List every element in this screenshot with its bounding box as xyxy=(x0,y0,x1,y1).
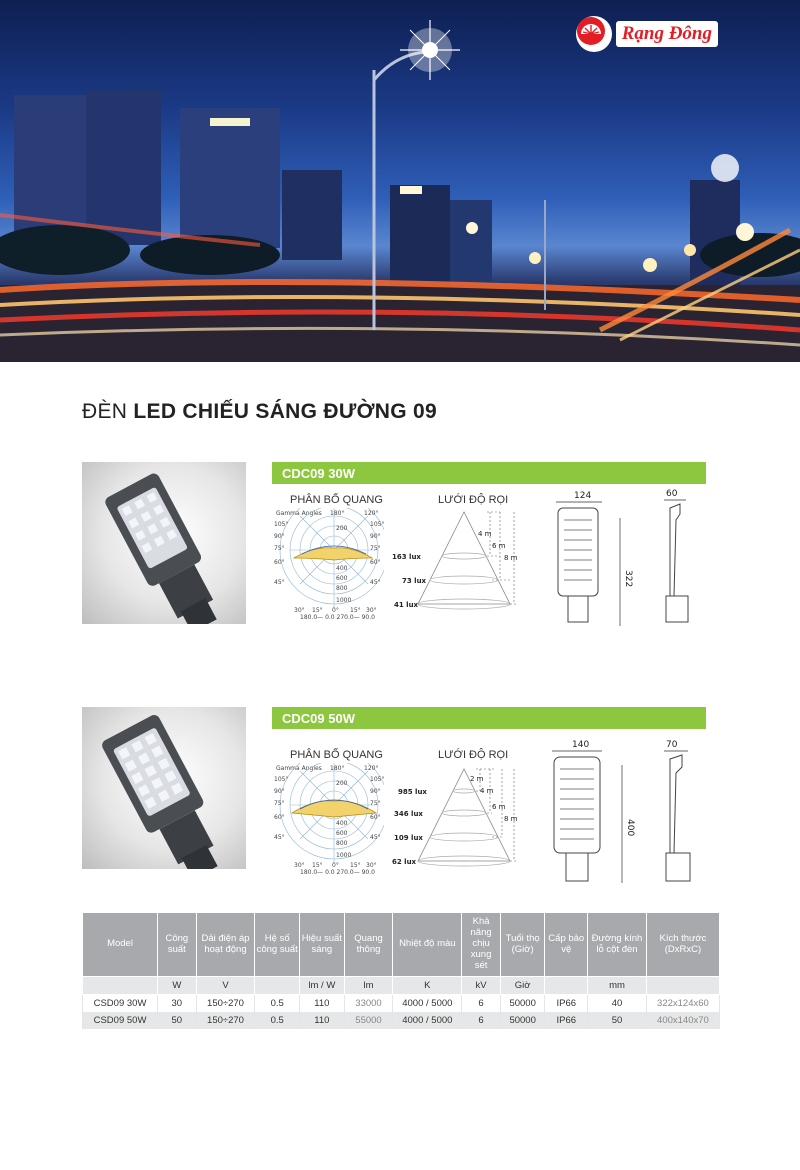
table-row: CSD09 30W 30 150÷270 0.5 110 33000 4000 / 5000 6 50000 IP66 40 322x124x60 xyxy=(83,995,720,1013)
svg-text:75°: 75° xyxy=(274,545,285,552)
svg-text:200: 200 xyxy=(336,780,348,787)
svg-text:0°: 0° xyxy=(332,607,339,614)
table-row: CSD09 50W 50 150÷270 0.5 110 55000 4000 / 5000 6 50000 IP66 50 400x140x70 xyxy=(83,1012,720,1029)
svg-text:45°: 45° xyxy=(370,834,381,841)
svg-text:4 m: 4 m xyxy=(478,530,492,538)
page-title xyxy=(82,400,437,424)
sunburst-logo-icon xyxy=(576,16,612,52)
svg-text:45°: 45° xyxy=(274,579,285,586)
polar-distribution-chart xyxy=(272,508,384,620)
svg-text:90°: 90° xyxy=(370,533,381,540)
header-cell: Hệ số công suất xyxy=(255,913,300,977)
header-cell: Công suất xyxy=(158,913,197,977)
product-section-30w xyxy=(82,462,706,627)
svg-text:15°: 15° xyxy=(350,607,361,614)
svg-text:8 m: 8 m xyxy=(504,554,518,562)
svg-text:41 lux: 41 lux xyxy=(394,601,419,609)
hero-illustration xyxy=(0,0,800,362)
svg-text:105°: 105° xyxy=(370,776,384,783)
svg-text:30°: 30° xyxy=(294,607,305,614)
front-dimension-drawing xyxy=(548,490,638,628)
side-dimension-drawing xyxy=(656,488,696,626)
svg-text:62 lux: 62 lux xyxy=(392,858,417,866)
svg-text:2 m: 2 m xyxy=(470,775,484,783)
svg-text:600: 600 xyxy=(336,575,348,582)
brand-name: Rạng Đông xyxy=(616,21,718,47)
svg-text:0°: 0° xyxy=(332,862,339,869)
polar-header: Gamma Angles xyxy=(276,765,322,772)
svg-text:60°: 60° xyxy=(274,814,285,821)
svg-text:90°: 90° xyxy=(370,788,381,795)
header-cell: Nhiệt độ màu xyxy=(393,913,462,977)
svg-text:6 m: 6 m xyxy=(492,542,506,550)
svg-text:75°: 75° xyxy=(370,545,381,552)
svg-text:75°: 75° xyxy=(370,800,381,807)
specification-table xyxy=(82,912,720,1029)
header-cell: Tuổi thọ (Giờ) xyxy=(500,913,545,977)
svg-text:800: 800 xyxy=(336,585,348,592)
svg-text:15°: 15° xyxy=(312,862,323,869)
svg-text:600: 600 xyxy=(336,830,348,837)
svg-text:322: 322 xyxy=(623,570,633,588)
svg-text:90°: 90° xyxy=(274,788,285,795)
front-dimension-drawing xyxy=(544,739,640,887)
polar-top-angle: 180° xyxy=(330,510,345,517)
svg-text:70: 70 xyxy=(666,740,678,750)
product-photo xyxy=(82,707,246,869)
header-cell: Cấp bảo vệ xyxy=(545,913,588,977)
header-cell: Kích thước (DxRxC) xyxy=(646,913,719,977)
hero-city-night-image xyxy=(0,0,800,362)
svg-text:45°: 45° xyxy=(370,579,381,586)
svg-text:180.0— 0.0 270.0— 90.0: 180.0— 0.0 270.0— 90.0 xyxy=(300,614,375,620)
svg-text:985 lux: 985 lux xyxy=(398,788,427,796)
svg-text:1000: 1000 xyxy=(336,597,352,604)
svg-text:400: 400 xyxy=(336,565,348,572)
header-cell: Dải điện áp hoạt động xyxy=(196,913,255,977)
svg-text:163 lux: 163 lux xyxy=(392,553,421,561)
svg-text:105°: 105° xyxy=(274,776,289,783)
distribution-title: PHÂN BỐ QUANG xyxy=(290,494,383,506)
svg-text:200: 200 xyxy=(336,525,348,532)
svg-text:45°: 45° xyxy=(274,834,285,841)
svg-text:15°: 15° xyxy=(312,607,323,614)
svg-text:120°: 120° xyxy=(364,765,379,772)
header-cell: Khả năng chịu xung sét xyxy=(462,913,501,977)
illuminance-grid-title: LƯỚI ĐỘ RỌI xyxy=(438,749,509,761)
svg-text:4 m: 4 m xyxy=(480,787,494,795)
svg-text:60°: 60° xyxy=(370,814,381,821)
svg-text:800: 800 xyxy=(336,840,348,847)
polar-header: Gamma Angles xyxy=(276,510,322,517)
svg-text:60°: 60° xyxy=(370,559,381,566)
street-light-icon xyxy=(82,707,246,869)
svg-text:8 m: 8 m xyxy=(504,815,518,823)
svg-text:105°: 105° xyxy=(370,521,384,528)
header-cell: Model xyxy=(83,913,158,977)
svg-text:15°: 15° xyxy=(350,862,361,869)
header-cell: Quang thông xyxy=(344,913,393,977)
table-unit-row: W V lm / W lm K kV Giờ mm xyxy=(83,977,720,995)
polar-top-angle: 180° xyxy=(330,765,345,772)
title-prefix: ĐÈN xyxy=(82,400,128,423)
street-light-icon xyxy=(82,462,246,624)
product-model-band: CDC09 30W xyxy=(272,462,706,484)
side-dimension-drawing xyxy=(656,739,696,887)
svg-text:105°: 105° xyxy=(274,521,289,528)
svg-text:30°: 30° xyxy=(366,607,377,614)
table-header-row xyxy=(83,913,720,977)
header-cell: Hiệu suất sáng xyxy=(300,913,345,977)
svg-text:30°: 30° xyxy=(366,862,377,869)
product-photo xyxy=(82,462,246,624)
svg-text:90°: 90° xyxy=(274,533,285,540)
title-main: LED CHIẾU SÁNG ĐƯỜNG 09 xyxy=(133,400,437,423)
svg-text:1000: 1000 xyxy=(336,852,352,859)
brand-logo xyxy=(576,16,718,52)
distribution-title: PHÂN BỐ QUANG xyxy=(290,749,383,761)
svg-text:400: 400 xyxy=(625,819,635,837)
svg-text:60: 60 xyxy=(666,489,678,499)
product-section-50w xyxy=(82,707,706,875)
svg-text:124: 124 xyxy=(574,491,592,501)
illuminance-cone-diagram xyxy=(392,765,522,871)
svg-text:180.0— 0.0 270.0— 90.0: 180.0— 0.0 270.0— 90.0 xyxy=(300,869,375,875)
svg-text:140: 140 xyxy=(572,740,590,750)
svg-text:75°: 75° xyxy=(274,800,285,807)
svg-text:60°: 60° xyxy=(274,559,285,566)
svg-text:400: 400 xyxy=(336,820,348,827)
svg-text:346 lux: 346 lux xyxy=(394,810,423,818)
illuminance-cone-diagram xyxy=(392,508,522,620)
svg-text:109 lux: 109 lux xyxy=(394,834,423,842)
product-model-band: CDC09 50W xyxy=(272,707,706,729)
illuminance-grid-title: LƯỚI ĐỘ RỌI xyxy=(438,494,509,506)
polar-distribution-chart xyxy=(272,763,384,875)
svg-text:73 lux: 73 lux xyxy=(402,577,427,585)
svg-text:6 m: 6 m xyxy=(492,803,506,811)
svg-text:120°: 120° xyxy=(364,510,379,517)
svg-text:30°: 30° xyxy=(294,862,305,869)
header-cell: Đường kính lỗ cột đèn xyxy=(588,913,647,977)
